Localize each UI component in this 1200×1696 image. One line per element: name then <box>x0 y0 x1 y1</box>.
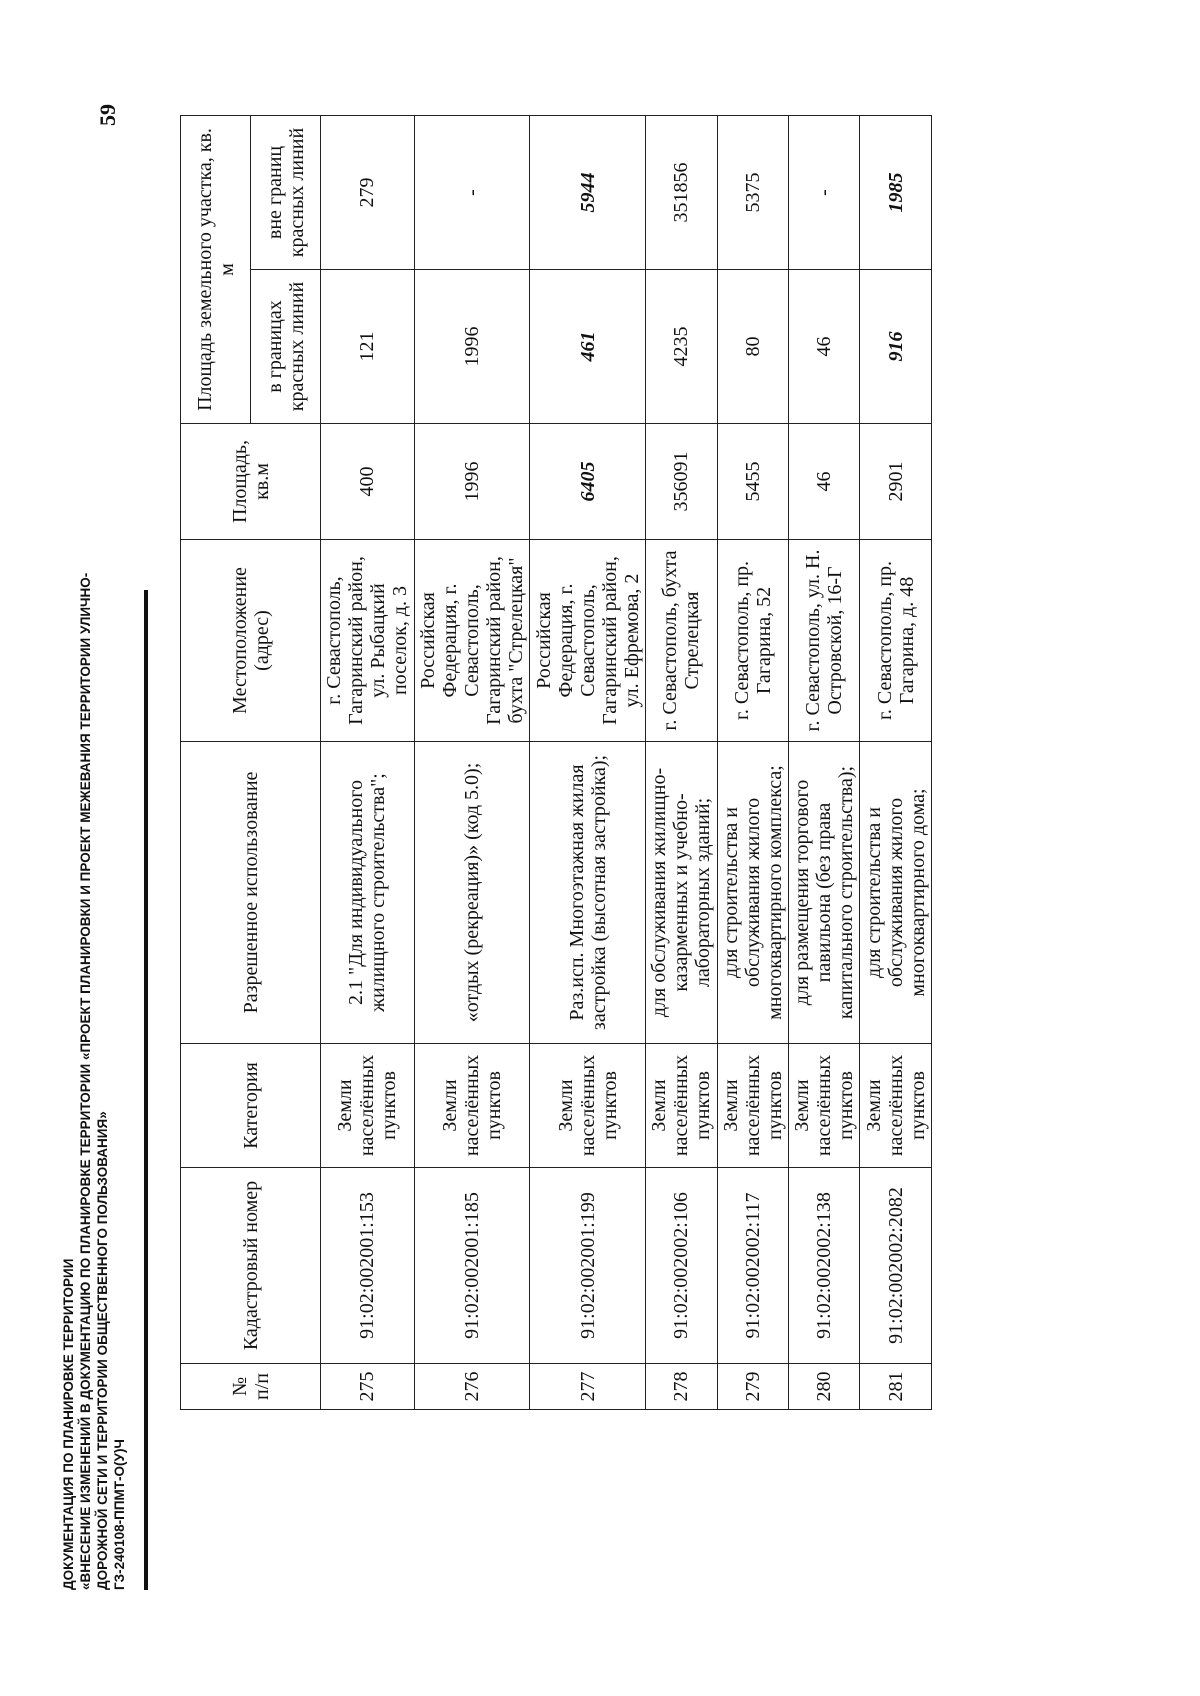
cell-area: 5455 <box>717 424 788 540</box>
cell-location: г. Севастополь, пр. Гагарина, 52 <box>717 540 788 742</box>
cell-category: Земли населённых пунктов <box>530 1044 646 1168</box>
header-line-2: «ВНЕСЕНИЕ ИЗМЕНЕНИЙ В ДОКУМЕНТАЦИЮ ПО ПЛАНИРОВКЕ ТЕРРИТОРИИ «ПРОЕКТ ПЛАНИРОВКИ И ПРОЕКТ МЕЖЕВАНИЯ ТЕРРИТОРИИ УЛИЧНО- <box>78 572 93 1590</box>
cell-category: Земли населённых пунктов <box>321 1044 415 1168</box>
cell-location: г. Севастополь, пр. Гагарина, д. 48 <box>860 540 932 742</box>
cell-outside: 1985 <box>860 115 932 269</box>
cell-location: Российская Федерация, г. Севастополь, Гагаринский район, бухта "Стрелецкая" <box>414 540 530 742</box>
cell-location: г. Севастополь, Гагаринский район, ул. Рыбацкий поселок, д. 3 <box>321 540 415 742</box>
cell-cadastral: 91:02:002001:185 <box>414 1168 530 1364</box>
cell-num: 281 <box>860 1364 932 1410</box>
cell-outside: - <box>414 115 530 269</box>
header-usage: Разрешенное использование <box>181 742 321 1044</box>
cell-cadastral: 91:02:002002:138 <box>789 1168 860 1364</box>
cell-usage: для строительства и обслуживания жилого многоквартирного комплекса; <box>717 742 788 1044</box>
cell-num: 277 <box>530 1364 646 1410</box>
table-body <box>321 115 932 1409</box>
cell-area: 6405 <box>530 424 646 540</box>
header-cadastral: Кадастровый номер <box>181 1168 321 1364</box>
cell-num: 278 <box>646 1364 717 1410</box>
cell-inside: 121 <box>321 270 415 424</box>
cell-usage: для обслуживания жилищно-казарменных и учебно-лабораторных зданий; <box>646 742 717 1044</box>
header-line-4: ГЗ-240108-ППМТ-О(У)Ч <box>112 1439 127 1590</box>
cell-usage: для строительства и обслуживания жилого многоквартирного дома; <box>860 742 932 1044</box>
cell-cadastral: 91:02:002002:2082 <box>860 1168 932 1364</box>
cell-outside: 5375 <box>717 115 788 269</box>
cell-category: Земли населённых пунктов <box>414 1044 530 1168</box>
cell-usage: для размещения торгового павильона (без права капитального строительства); <box>789 742 860 1044</box>
table-row <box>860 115 932 1409</box>
cell-area: 46 <box>789 424 860 540</box>
cell-area: 356091 <box>646 424 717 540</box>
cell-inside: 80 <box>717 270 788 424</box>
cell-outside: - <box>789 115 860 269</box>
header-num: № п/п <box>181 1364 321 1410</box>
header-line-1: ДОКУМЕНТАЦИЯ ПО ПЛАНИРОВКЕ ТЕРРИТОРИИ <box>61 1258 76 1590</box>
table-container <box>180 116 932 1410</box>
cell-outside: 279 <box>321 115 415 269</box>
cell-outside: 351856 <box>646 115 717 269</box>
rotated-page-content <box>40 110 1000 1590</box>
table-row <box>321 115 415 1409</box>
cell-usage: «отдых (рекреация)» (код 5.0); <box>414 742 530 1044</box>
land-plots-table <box>180 115 932 1410</box>
table-row <box>646 115 717 1409</box>
cell-area: 1996 <box>414 424 530 540</box>
cell-outside: 5944 <box>530 115 646 269</box>
table-row <box>530 115 646 1409</box>
table-row <box>717 115 788 1409</box>
cell-area: 400 <box>321 424 415 540</box>
cell-category: Земли населённых пунктов <box>860 1044 932 1168</box>
cell-cadastral: 91:02:002001:153 <box>321 1168 415 1364</box>
header-location: Местоположение (адрес) <box>181 540 321 742</box>
page-number: 59 <box>95 104 120 126</box>
cell-cadastral: 91:02:002002:106 <box>646 1168 717 1364</box>
cell-area: 2901 <box>860 424 932 540</box>
cell-usage: 2.1 "Для индивидуального жилищного строительства"; <box>321 742 415 1044</box>
cell-inside: 461 <box>530 270 646 424</box>
cell-usage: Раз.исп. Многоэтажная жилая застройка (высотная застройка); <box>530 742 646 1044</box>
cell-inside: 1996 <box>414 270 530 424</box>
table-row <box>414 115 530 1409</box>
cell-cadastral: 91:02:002001:199 <box>530 1168 646 1364</box>
header-area-group: Площадь земельного участка, кв. м <box>181 115 251 423</box>
cell-category: Земли населённых пунктов <box>789 1044 860 1168</box>
cell-inside: 46 <box>789 270 860 424</box>
header-outside: вне границ красных линий <box>251 115 321 269</box>
header-divider <box>144 590 148 1590</box>
cell-num: 279 <box>717 1364 788 1410</box>
cell-num: 280 <box>789 1364 860 1410</box>
cell-category: Земли населённых пунктов <box>646 1044 717 1168</box>
cell-category: Земли населённых пунктов <box>717 1044 788 1168</box>
header-inside: в границах красных линий <box>251 270 321 424</box>
header-area: Площадь, кв.м <box>181 424 321 540</box>
cell-location: г. Севастополь, бухта Стрелецкая <box>646 540 717 742</box>
cell-location: г. Севастополь, ул. Н. Островской, 16-Г <box>789 540 860 742</box>
table-row <box>789 115 860 1409</box>
cell-inside: 916 <box>860 270 932 424</box>
document-header <box>60 500 128 1590</box>
cell-cadastral: 91:02:002002:117 <box>717 1168 788 1364</box>
header-line-3: ДОРОЖНОЙ СЕТИ И ТЕРРИТОРИИ ОБЩЕСТВЕННОГО ПОЛЬЗОВАНИЯ» <box>95 1111 110 1590</box>
cell-num: 275 <box>321 1364 415 1410</box>
cell-location: Российская Федерация, г. Севастополь, Гагаринский район, ул. Ефремова, 2 <box>530 540 646 742</box>
header-category: Категория <box>181 1044 321 1168</box>
cell-inside: 4235 <box>646 270 717 424</box>
cell-num: 276 <box>414 1364 530 1410</box>
